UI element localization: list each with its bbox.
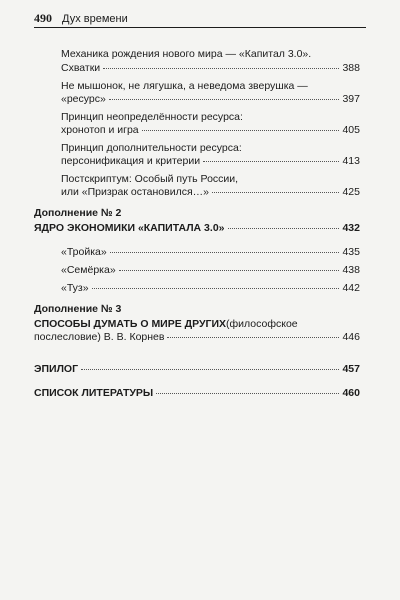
toc-entry[interactable] xyxy=(34,173,360,199)
leader-dots xyxy=(103,67,339,69)
appendix-3-subtitle: послесловие) В. В. Корнев xyxy=(34,331,165,343)
references-title: СПИСОК ЛИТЕРАТУРЫ xyxy=(34,387,154,399)
toc-entry-text: Принцип неопределённости ресурса: xyxy=(61,111,243,123)
toc-entry-appendix-2[interactable] xyxy=(34,222,360,235)
toc-entry[interactable] xyxy=(34,111,360,137)
toc-page-number: 425 xyxy=(342,186,360,198)
appendix-2-label: Дополнение № 2 xyxy=(34,207,122,219)
appendix-3-label: Дополнение № 3 xyxy=(34,303,122,315)
toc-entry-text: «ресурс» xyxy=(61,93,106,105)
toc-entry-text: Схватки xyxy=(61,62,101,74)
toc-page-number: 405 xyxy=(342,124,360,136)
toc-entry[interactable] xyxy=(34,48,360,61)
toc-entry-appendix-3[interactable] xyxy=(34,318,360,344)
toc-page-number: 432 xyxy=(342,222,360,234)
appendix-3-title-rest: (философское xyxy=(226,318,298,330)
leader-dots xyxy=(203,160,339,162)
toc-entry[interactable] xyxy=(34,62,360,75)
epilogue-title: ЭПИЛОГ xyxy=(34,363,79,375)
toc-entry[interactable] xyxy=(34,246,360,259)
toc-page-number: 460 xyxy=(342,387,360,399)
toc-page-number: 388 xyxy=(342,62,360,74)
table-of-contents xyxy=(34,48,360,405)
toc-entry-text: Не мышонок, не лягушка, а неведома зверушка — xyxy=(61,80,308,92)
running-header xyxy=(34,11,370,26)
toc-entry-text: «Семёрка» xyxy=(61,264,116,276)
toc-entry[interactable] xyxy=(34,142,360,168)
toc-entry-text: «Тройка» xyxy=(61,246,107,258)
toc-page-number: 457 xyxy=(342,363,360,375)
toc-entry-text: «Туз» xyxy=(61,282,89,294)
toc-page-number: 446 xyxy=(342,331,360,343)
leader-dots xyxy=(109,98,340,100)
toc-entry[interactable] xyxy=(34,282,360,295)
toc-entry-text: Механика рождения нового мира — «Капитал 3.0». xyxy=(61,48,312,60)
toc-entry[interactable] xyxy=(34,80,360,106)
leader-dots xyxy=(142,129,340,131)
leader-dots xyxy=(92,287,340,289)
header-rule xyxy=(34,27,366,28)
toc-entry-text: Принцип дополнительности ресурса: xyxy=(61,142,242,154)
page-number: 490 xyxy=(34,11,52,25)
leader-dots xyxy=(212,191,339,193)
toc-page-number: 413 xyxy=(342,155,360,167)
toc-entry[interactable] xyxy=(34,264,360,277)
toc-entry-references[interactable] xyxy=(34,387,360,400)
toc-entry-text: или «Призрак остановился…» xyxy=(61,186,209,198)
leader-dots xyxy=(228,227,340,229)
toc-page-number: 397 xyxy=(342,93,360,105)
leader-dots xyxy=(119,269,340,271)
toc-entry-text: персонификация и критерии xyxy=(61,155,201,167)
toc-entry-text: Постскриптум: Особый путь России, xyxy=(61,173,239,185)
toc-page-number: 435 xyxy=(342,246,360,258)
leader-dots xyxy=(167,336,339,338)
running-title: Дух времени xyxy=(62,13,128,25)
toc-page-number: 438 xyxy=(342,264,360,276)
toc-entry-text: хронотоп и игра xyxy=(61,124,139,136)
appendix-2-title: ЯДРО ЭКОНОМИКИ «КАПИТАЛА 3.0» xyxy=(34,222,225,234)
toc-entry-epilogue[interactable] xyxy=(34,363,360,376)
appendix-3-title: СПОСОБЫ ДУМАТЬ О МИРЕ ДРУГИХ xyxy=(34,318,227,330)
leader-dots xyxy=(156,392,339,394)
toc-page-number: 442 xyxy=(342,282,360,294)
leader-dots xyxy=(110,251,340,253)
leader-dots xyxy=(81,368,339,370)
